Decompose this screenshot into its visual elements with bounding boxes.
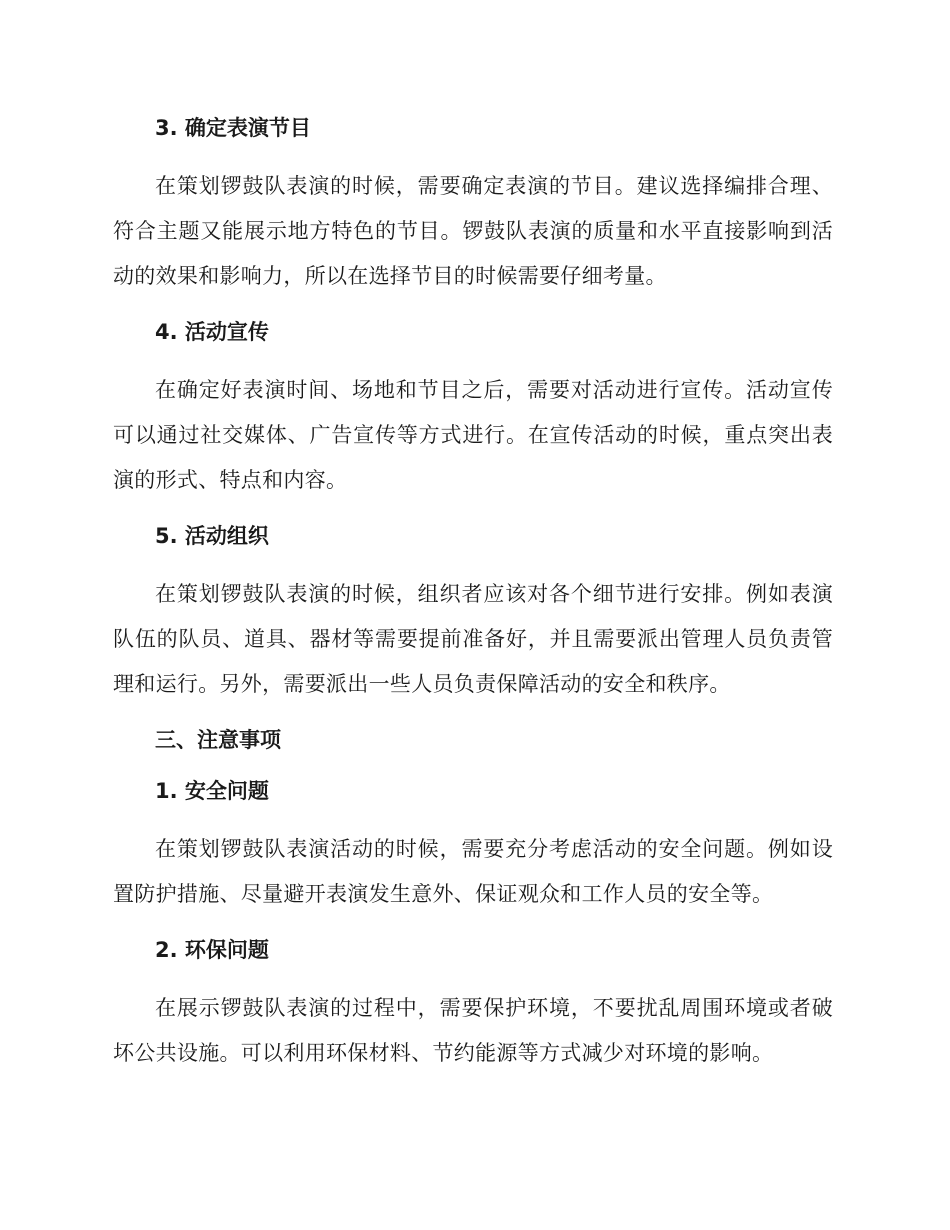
notice-paragraph-1: 在策划锣鼓队表演活动的时候，需要充分考虑活动的安全问题。例如设置防护措施、尽量避开表演发生意外、保证观众和工作人员的安全等。 bbox=[113, 837, 833, 906]
section-paragraph-5: 在策划锣鼓队表演的时候，组织者应该对各个细节进行安排。例如表演队伍的队员、道具、器材等需要提前准备好，并且需要派出管理人员负责管理和运行。另外，需要派出一些人员负责保障活动的安全和秩序。 bbox=[113, 582, 833, 696]
notice-heading-2: 2. 环保问题 bbox=[155, 938, 269, 962]
part-three-heading: 三、注意事项 bbox=[155, 728, 281, 752]
section-paragraph-4: 在确定好表演时间、场地和节目之后，需要对活动进行宣传。活动宣传可以通过社交媒体、广告宣传等方式进行。在宣传活动的时候，重点突出表演的形式、特点和内容。 bbox=[113, 378, 833, 492]
document-body bbox=[113, 110, 833, 1076]
section-heading-3: 3. 确定表演节目 bbox=[155, 116, 311, 140]
section-paragraph-3: 在策划锣鼓队表演的时候，需要确定表演的节目。建议选择编排合理、符合主题又能展示地方特色的节目。锣鼓队表演的质量和水平直接影响到活动的效果和影响力，所以在选择节目的时候需要仔细考量。 bbox=[113, 174, 833, 288]
notice-heading-1: 1. 安全问题 bbox=[155, 779, 269, 803]
section-heading-4: 4. 活动宣传 bbox=[155, 320, 269, 344]
notice-paragraph-2: 在展示锣鼓队表演的过程中，需要保护环境，不要扰乱周围环境或者破坏公共设施。可以利用环保材料、节约能源等方式减少对环境的影响。 bbox=[113, 996, 833, 1065]
section-heading-5: 5. 活动组织 bbox=[155, 524, 269, 548]
